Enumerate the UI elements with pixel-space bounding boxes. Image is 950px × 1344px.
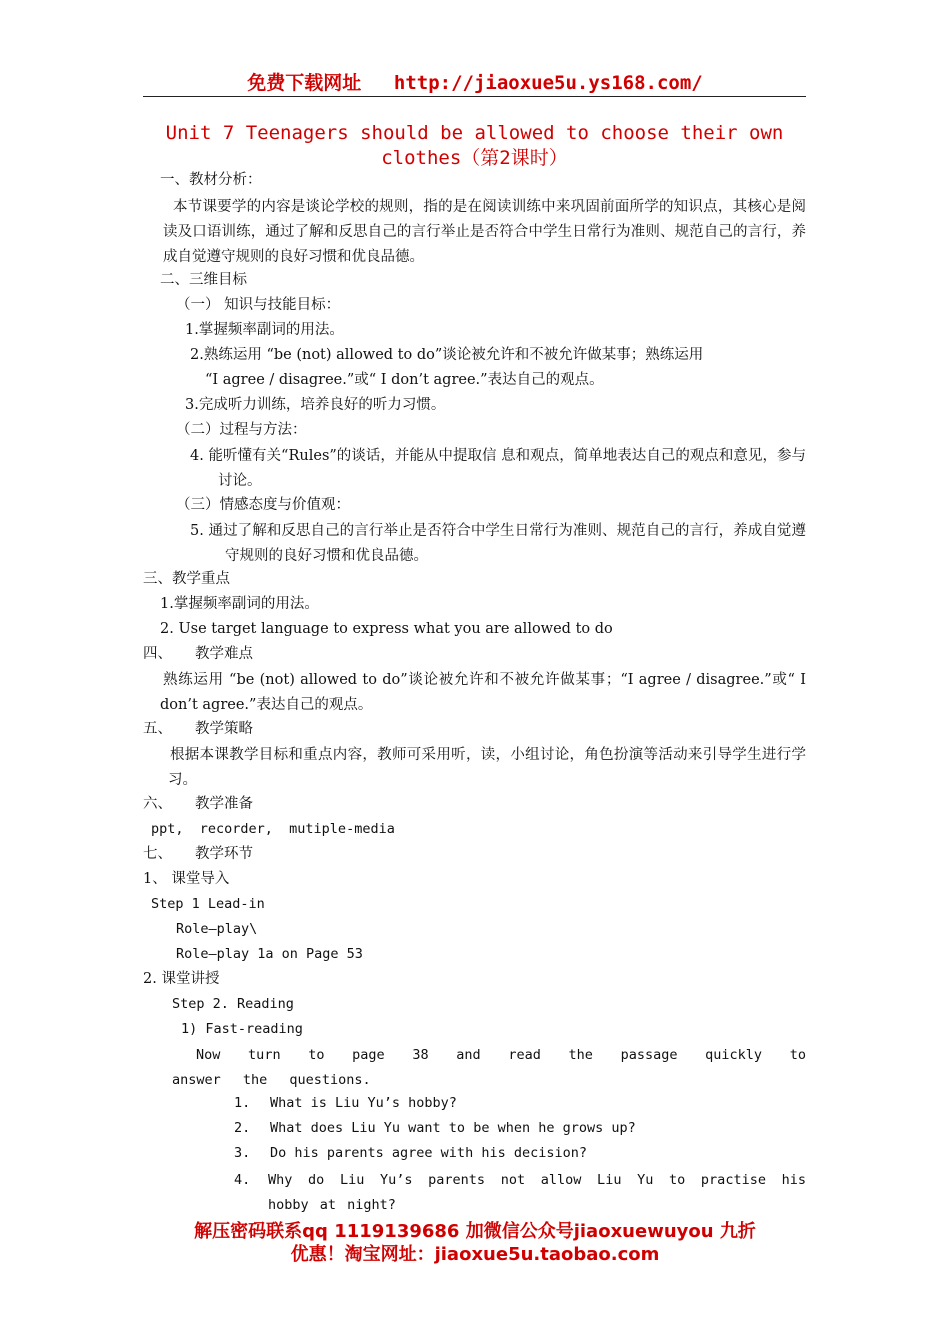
question-text: Why do Liu Yu’s parents not allow Liu Yu to practise his hobby at night?: [268, 1172, 806, 1213]
key-point-1: 1.掌握频率副词的用法。: [160, 596, 319, 612]
section-2-sub1: （一） 知识与技能目标：: [176, 297, 341, 313]
section-3-heading: 三、教学重点: [143, 571, 230, 587]
goal-1: 1.掌握频率副词的用法。: [185, 322, 344, 338]
section-2-heading: 二、三维目标: [160, 272, 247, 288]
reading-instruction: Now turn to page 38 and read the passage quickly to answer the questions.: [172, 1047, 806, 1088]
section-1-body: 本节课要学的内容是谈论学校的规则，指的是在阅读训练中来巩固前面所学的知识点，其核心是阅读及口语训练，通过了解和反思自己的言行举止是否符合中学生日常行为准则、规范自己的言行，养成自觉遵守规则的良好习惯和优良品德。: [163, 199, 806, 265]
difficulty-text: 熟练运用 “be (not) allowed to do”谈论被允许和不被允许做某事；“I agree / disagree.”或“ I don’t agree.”表达自己的观点。: [160, 672, 806, 713]
section-2-sub3: （三）情感态度与价值观：: [176, 497, 350, 513]
section-7-heading: 七、 教学环节: [143, 846, 254, 862]
list-item: [234, 1118, 636, 1138]
step-a-heading: 1、 课堂导入: [143, 871, 230, 887]
role-play-2: Role—play 1a on Page 53: [176, 946, 363, 962]
question-number: 3.: [234, 1145, 251, 1161]
section-5-heading: 五、 教学策略: [143, 721, 254, 737]
question-number: 1.: [234, 1095, 251, 1111]
list-item: [234, 1093, 457, 1113]
site-header: [0, 68, 950, 95]
list-item: [234, 1143, 587, 1163]
question-number: 4.: [234, 1172, 251, 1188]
reading-step: Step 2. Reading: [172, 996, 294, 1012]
header-divider: [143, 96, 806, 97]
section-6-heading: 六、 教学准备: [143, 796, 254, 812]
question-text: What does Liu Yu want to be when he grows up?: [270, 1120, 636, 1136]
question-number: 2.: [234, 1120, 251, 1136]
goal-5: 5. 通过了解和反思自己的言行举止是否符合中学生日常行为准则、规范自己的言行，养成自觉遵守规则的良好习惯和优良品德。: [190, 523, 806, 564]
step-b-heading: 2. 课堂讲授: [143, 971, 220, 987]
section-4-heading: 四、 教学难点: [143, 646, 254, 662]
goal-4: 4. 能听懂有关“Rules”的谈话，并能从中提取信 息和观点，简单地表达自己的观点和意见，参与讨论。: [190, 448, 806, 489]
header-label: 免费下载网址: [247, 72, 362, 94]
preparation-text: ppt, recorder, mutiple-media: [151, 821, 395, 837]
page-title-line1: Unit 7 Teenagers should be allowed to choose their own: [165, 122, 784, 144]
goal-2-line1: 2.熟练运用 “be (not) allowed to do”谈论被允许和不被允许做某事；熟练运用: [190, 347, 704, 363]
page-title-line2: clothes（第2课时）: [381, 147, 568, 169]
strategy-text: 根据本课教学目标和重点内容，教师可采用听，读，小组讨论，角色扮演等活动来引导学生进行学习。: [168, 747, 806, 788]
question-text: What is Liu Yu’s hobby?: [270, 1095, 457, 1111]
fast-reading: 1) Fast-reading: [181, 1021, 303, 1037]
section-1-heading: 一、教材分析：: [160, 172, 262, 188]
lead-in-step: Step 1 Lead-in: [151, 896, 265, 912]
footer-line-1: 解压密码联系qq 1119139686 加微信公众号jiaoxuewuyou 九折: [194, 1221, 756, 1242]
role-play-1: Role—play\: [176, 921, 258, 937]
list-item: [234, 1168, 806, 1218]
question-text: Do his parents agree with his decision?: [270, 1145, 587, 1161]
footer-line-2: 优惠！淘宝网址：jiaoxue5u.taobao.com: [290, 1244, 660, 1265]
section-2-sub2: （二）过程与方法：: [176, 422, 307, 438]
goal-2-line2: “I agree / disagree.”或“ I don’t agree.”表达自己的观点。: [205, 372, 604, 388]
header-url-link[interactable]: http://jiaoxue5u.ys168.com/: [393, 72, 703, 94]
key-point-2: 2. Use target language to express what you are allowed to do: [160, 621, 613, 637]
goal-3: 3.完成听力训练，培养良好的听力习惯。: [185, 397, 446, 413]
